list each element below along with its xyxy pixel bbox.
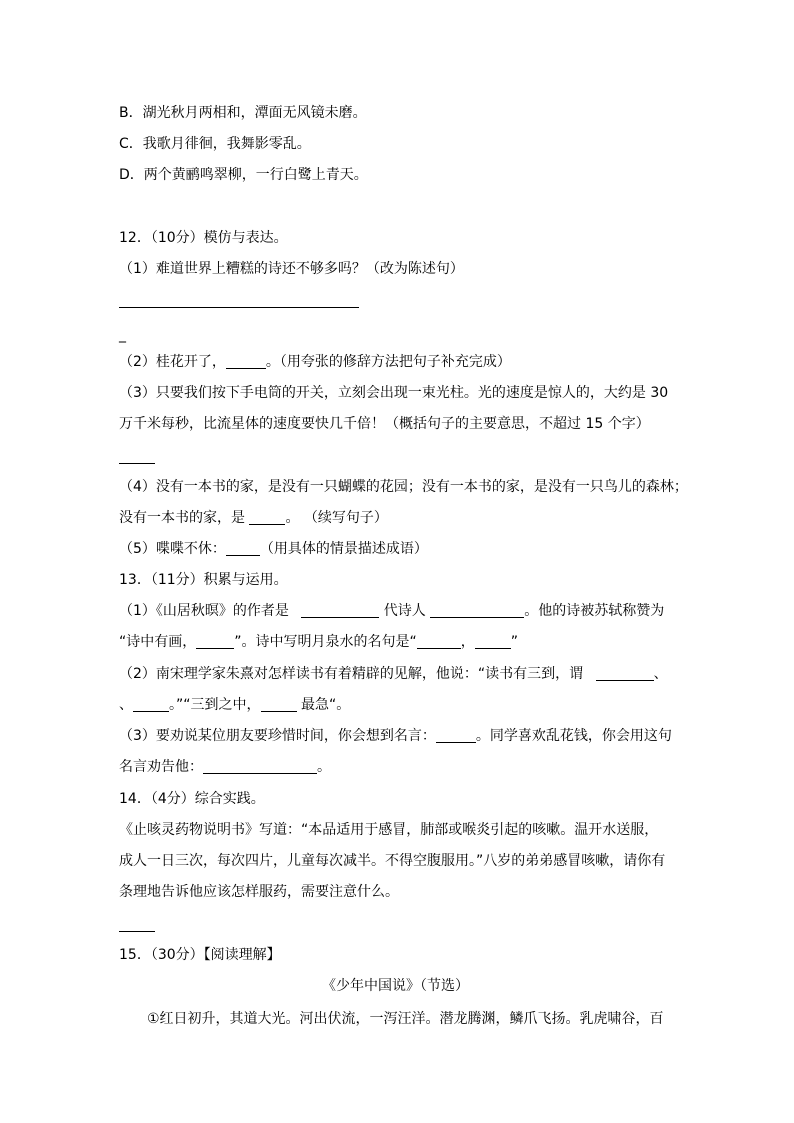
q13-author-blank[interactable] [301,603,379,618]
q13-sub3-line2 [119,758,331,776]
q12-sub5-blank[interactable] [226,541,260,556]
q13-sub1-line1 [119,602,664,620]
q12-heading: 12．（10分）模仿与表达。 [119,230,288,246]
q13-sub3-text-b: 。同学喜欢乱花钱，你会用这句 [475,728,672,744]
q13-verse-blank-2[interactable] [475,634,511,649]
q13-sub2-text-e: 最急“。 [296,697,351,713]
q12-sub2 [119,353,511,371]
q14-answer-line[interactable] [119,931,155,932]
q13-sub1-text-a: （1）《山居秋暝》的作者是 [119,603,294,619]
q12-sub2-text-a: （2）桂花开了， [119,354,226,370]
q15-heading: 15．（30分）【阅读理解】 [119,947,281,963]
q13-quote-blank-2[interactable] [203,759,317,774]
q12-sub5-text-b: （用具体的情景描述成语） [259,541,428,557]
q13-sub1-text-g: ” [510,634,519,650]
q13-sub2-line2 [119,696,350,714]
q13-quote-blank-1[interactable] [436,728,476,743]
q12-sub4-line1: （4）没有一本书的家，是没有一只蝴蝶的花园；没有一本书的家，是没有一只鸟儿的森林； [119,479,688,495]
option-d: D．两个黄鹂鸣翠柳，一行白鹭上青天。 [119,167,368,183]
q15-passage-para1: ①红日初升，其道大光。河出伏流，一泻汪洋。潜龙腾渊，鳞爪飞扬。乳虎啸谷，百 [147,1011,664,1027]
q12-sub5 [119,540,428,558]
q13-sub3-text-d: 。 [317,759,331,775]
q12-sub1: （1）难道世界上糟糕的诗还不够多吗？（改为陈述句） [119,261,464,277]
q13-sub1-text-b: 代诗人 [379,603,431,619]
q12-sub4-line2 [119,509,388,527]
q13-reading-blank-2[interactable] [133,697,169,712]
q12-sub2-blank[interactable] [226,354,266,369]
q12-sub5-text-a: （5）喋喋不休： [119,541,226,557]
q13-reading-blank-3[interactable] [261,697,297,712]
q12-sub4-text-b: 。 （续写句子） [285,510,388,526]
q12-answer-line-1[interactable] [119,307,359,308]
q13-heading: 13．（11分）积累与运用。 [119,572,288,588]
q13-sub3-text-a: （3）要劝说某位朋友要珍惜时间，你会想到名言： [119,728,436,744]
q12-sub2-text-b: 。（用夸张的修辞方法把句子补充完成） [265,354,511,370]
q13-reading-blank-1[interactable] [596,666,654,681]
q13-sub1-text-f: ， [460,634,475,650]
option-c: C．我歌月徘徊，我舞影零乱。 [119,136,311,152]
q13-dynasty-blank[interactable] [430,603,524,618]
q12-sub4-blank[interactable] [249,510,285,525]
q13-sub1-text-e: ”。诗中写明月泉水的名句是“ [234,634,417,650]
option-b: B．湖光秋月两相和，潭面无风镜未磨。 [119,105,367,121]
q14-line3: 条理地告诉他应该怎样服药，需要注意什么。 [119,884,399,900]
q14-line2: 成人一日三次，每次四片，儿童每次减半。不得空腹服用。”八岁的弟弟感冒咳嗽，请你有 [119,853,666,869]
q12-sub4-text-a: 没有一本书的家，是 [119,510,250,526]
q13-sub2-text-d: 。”“三到之中， [169,697,261,713]
q13-sub1-text-c: 。他的诗被苏轼称赞为 [524,603,665,619]
q13-sub2-text-a: （2）南宋理学家朱熹对怎样读书有着精辟的见解，他说：“读书有三到，谓 [119,666,588,682]
q13-sub1-text-d: “诗中有画， [119,634,197,650]
q12-sub3-line1: （3）只要我们按下手电筒的开关，立刻会出现一束光柱。光的速度是惊人的，大约是 30 [119,385,669,401]
q13-sub1-line2 [119,633,518,651]
q13-sub2-line1 [119,665,668,683]
q14-heading: 14．（4分）综合实践。 [119,791,265,807]
q13-verse-blank-1[interactable] [417,634,461,649]
q15-passage-title: 《少年中国说》（节选） [322,978,469,994]
q12-answer-dash: _ [119,327,126,343]
q12-sub3-line2: 万千米每秒，比流星体的速度要快几千倍！（概括句子的主要意思，不超过 15 个字） [119,416,650,432]
q12-sub3-answer-line[interactable] [119,463,155,464]
q13-sub3-line1 [119,727,672,745]
q13-sub2-text-b: 、 [653,666,668,682]
q13-sub3-text-c: 名言劝告他： [119,759,203,775]
q14-line1: 《止咳灵药物说明书》写道：“本品适用于感冒，肺部或喉炎引起的咳嗽。温开水送服， [119,822,659,838]
q13-poem-quote-blank[interactable] [196,634,234,649]
q13-sub2-text-c: 、 [119,697,133,713]
